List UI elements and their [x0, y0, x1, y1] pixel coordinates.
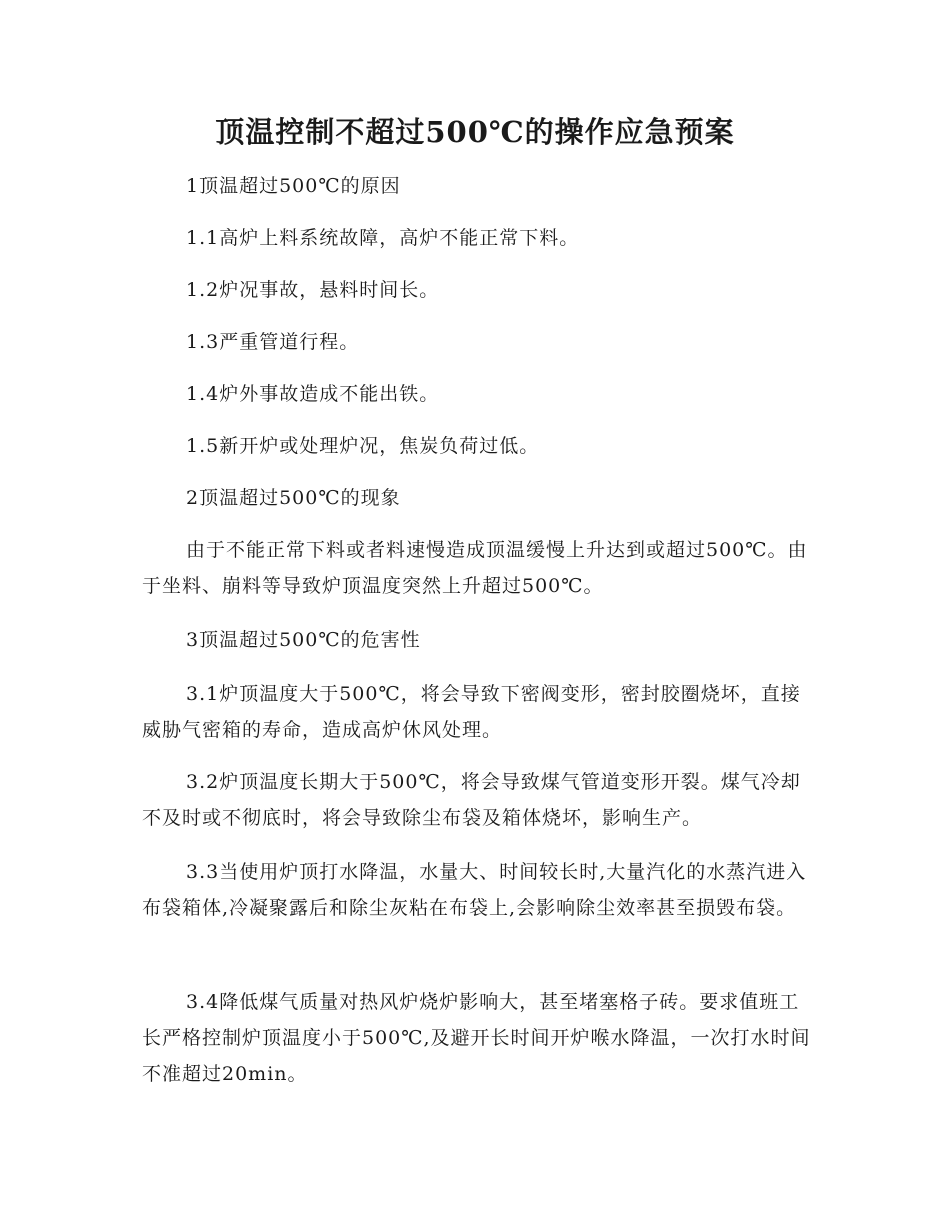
paragraph-1-1: 1.1高炉上料系统故障，高炉不能正常下料。 — [186, 227, 580, 249]
paragraph-3-2: 3.2炉顶温度长期大于500℃，将会导致煤气管道变形开裂。煤气冷却不及时或不彻底时，将会导致除尘布袋及箱体烧坏，影响生产。 — [142, 771, 801, 829]
paragraph-2-body: 由于不能正常下料或者料速慢造成顶温缓慢上升达到或超过500℃。由于坐料、崩料等导致炉顶温度突然上升超过500℃。 — [142, 539, 808, 597]
paragraph-3-3: 3.3当使用炉顶打水降温，水量大、时间较长时,大量汽化的水蒸汽进入布袋箱体,冷凝聚露后和除尘灰粘在布袋上,会影响除尘效率甚至损毁布袋。 — [142, 861, 807, 919]
section-heading-3: 3顶温超过500℃的危害性 — [186, 629, 421, 651]
document-title: 顶温控制不超过500℃的操作应急预案 — [215, 115, 735, 149]
paragraph-1-2: 1.2炉况事故，悬料时间长。 — [186, 279, 440, 301]
section-heading-2: 2顶温超过500℃的现象 — [186, 487, 401, 509]
paragraph-3-4: 3.4降低煤气质量对热风炉烧炉影响大，甚至堵塞格子砖。要求值班工长严格控制炉顶温度小于500℃,及避开长时间开炉喉水降温，一次打水时间不准超过20min。 — [142, 991, 811, 1085]
paragraph-3-1: 3.1炉顶温度大于500℃，将会导致下密阀变形，密封胶圈烧坏，直接威胁气密箱的寿命，造成高炉休风处理。 — [142, 683, 801, 741]
paragraph-1-5: 1.5新开炉或处理炉况，焦炭负荷过低。 — [186, 435, 540, 457]
paragraph-1-3: 1.3严重管道行程。 — [186, 331, 360, 353]
paragraph-1-4: 1.4炉外事故造成不能出铁。 — [186, 383, 440, 405]
section-heading-1: 1顶温超过500℃的原因 — [186, 175, 401, 197]
